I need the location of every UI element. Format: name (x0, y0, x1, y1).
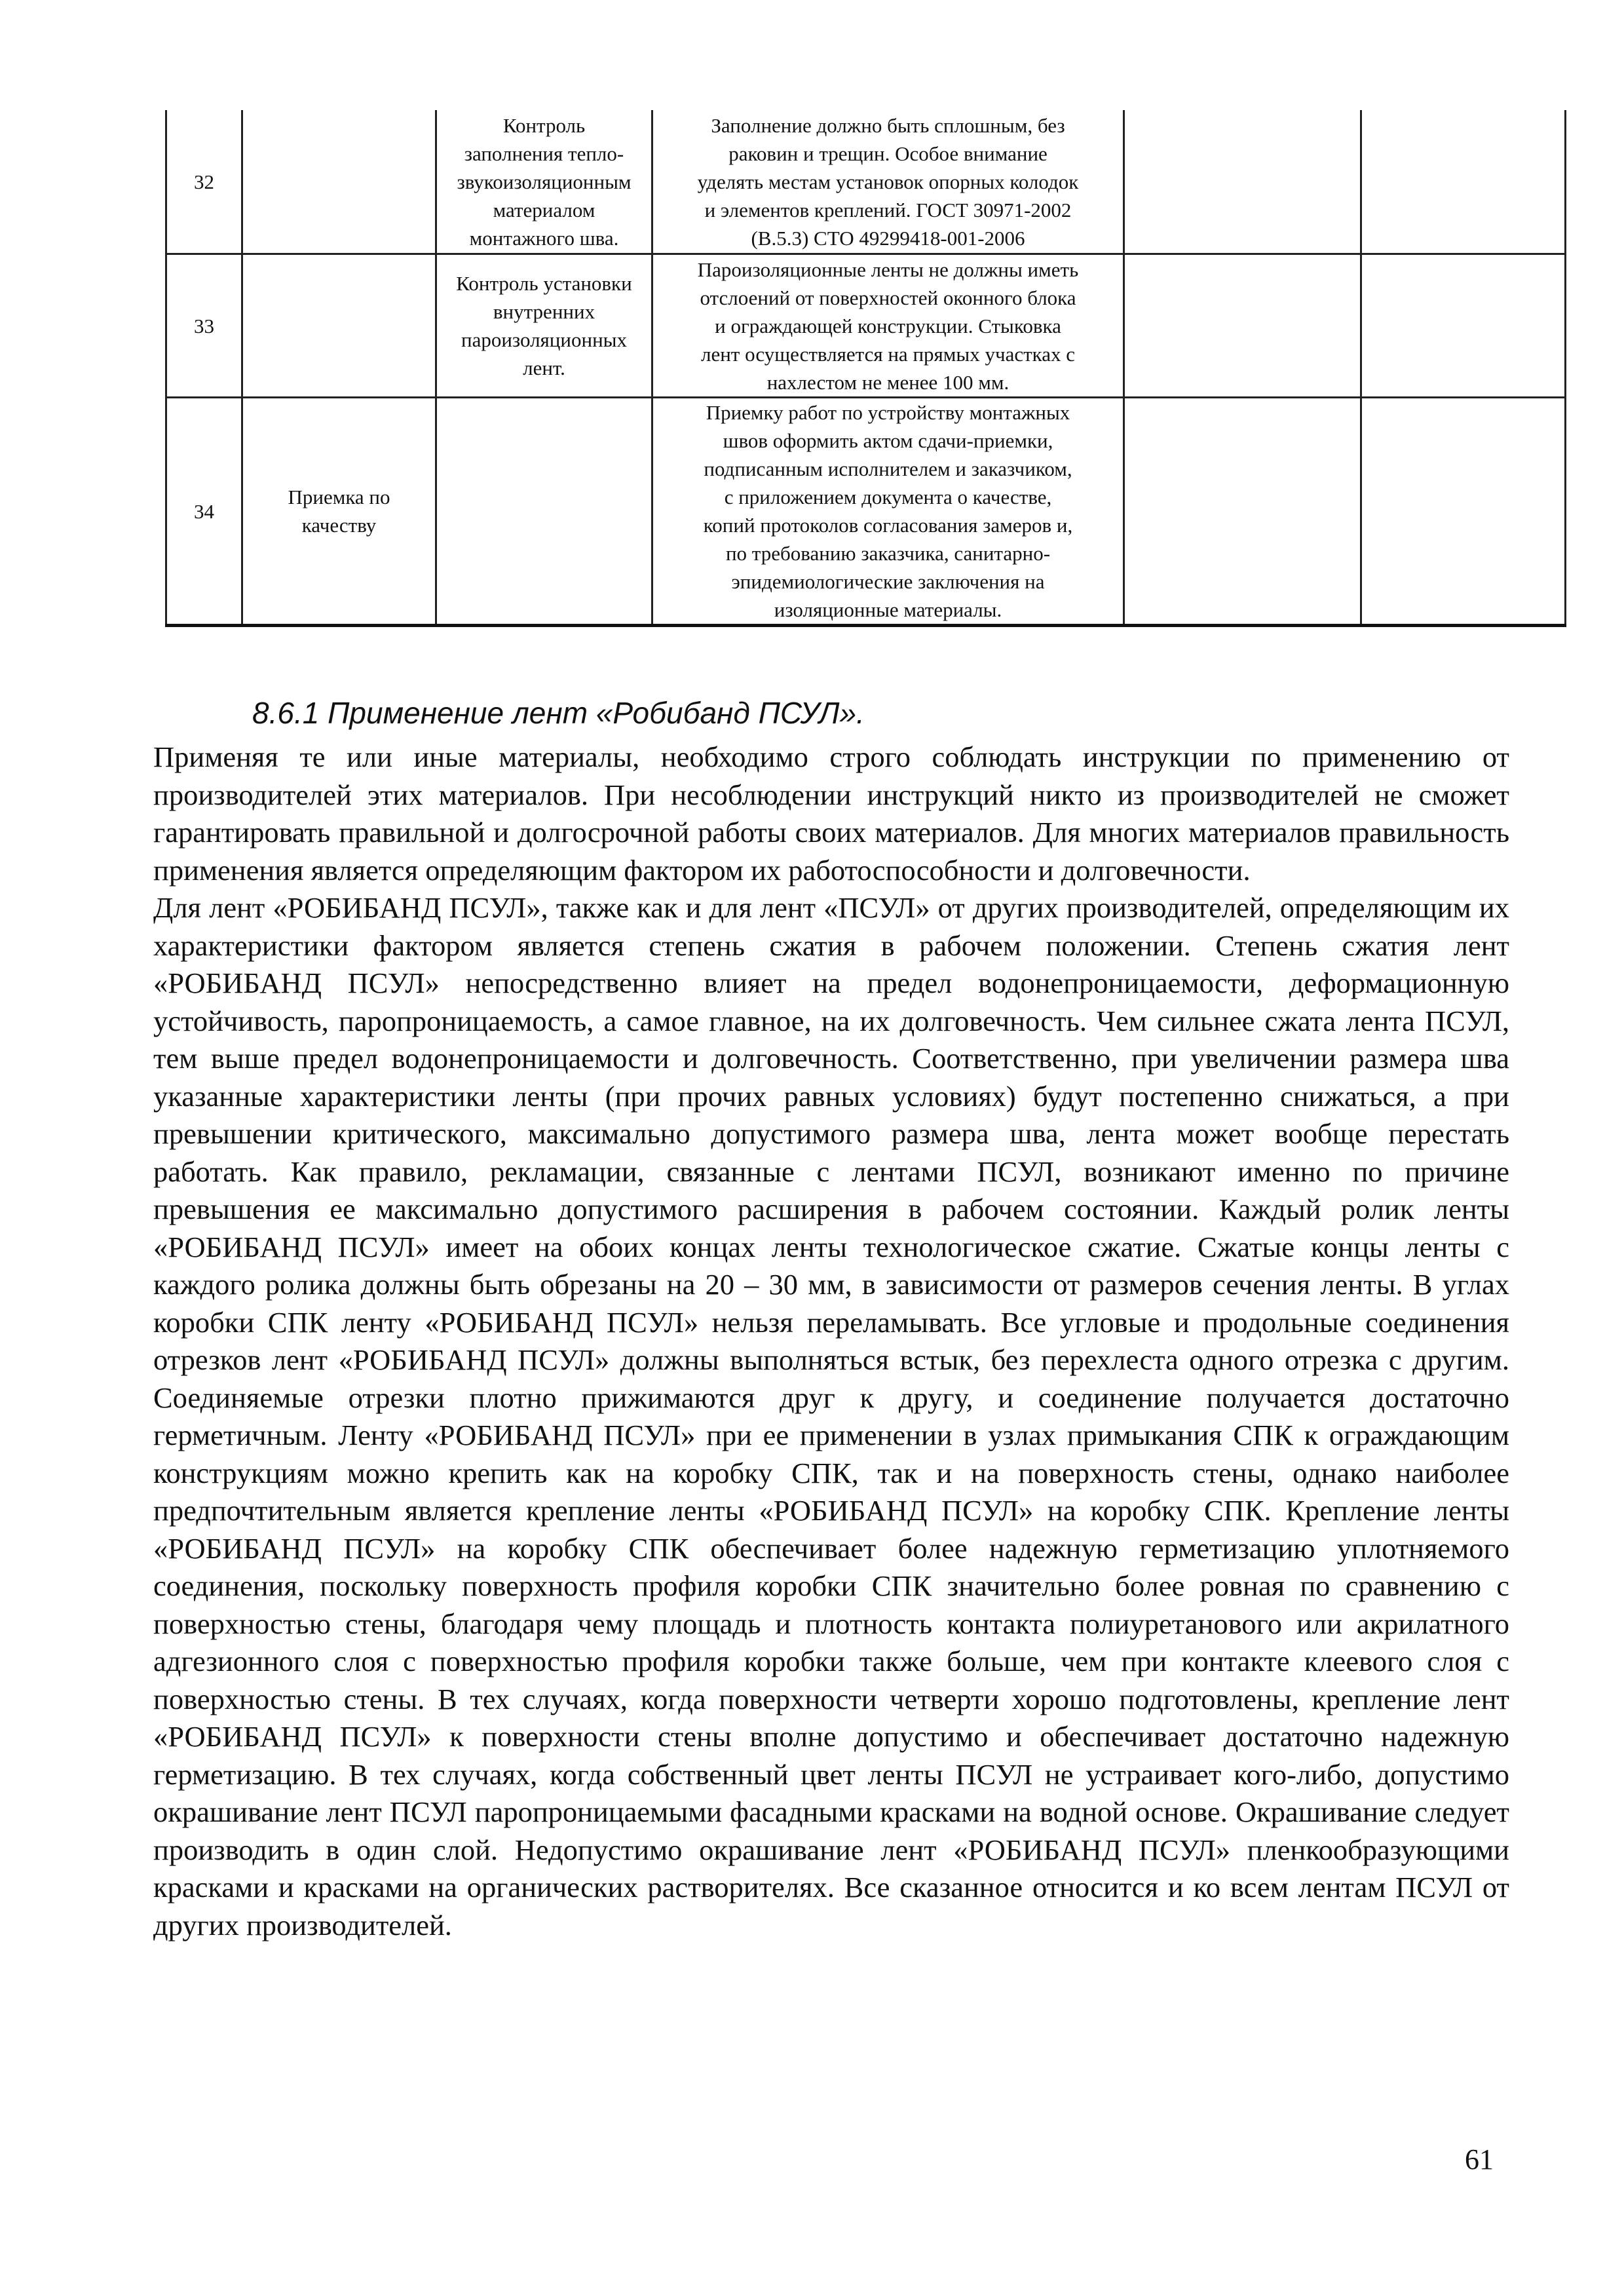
requirements-cell: Приемку работ по устройству монтажных швов оформить актом сдачи-приемки, подписанным исполнителем и заказчиком, с приложением документа о качестве, копий протоколов согласования замеров и, по требованию заказчика, санитарно- эпидемиологические заключения на изоляционные материалы. (652, 398, 1124, 626)
empty-cell (1361, 398, 1566, 626)
control-cell (436, 398, 652, 626)
paragraph: Для лент «РОБИБАНД ПСУЛ», также как и для лент «ПСУЛ» от других производителей, определяющим их характеристики фактором является степень сжатия в рабочем положении. Степень сжатия лент «РОБИБАНД ПСУЛ» непосредственно влияет на предел водонепроницаемости, деформационную устойчивость, паропроницаемость, а самое главное, на их долговечность. Чем сильнее сжата лента ПСУЛ, тем выше предел водонепроницаемости и долговечность. Соответственно, при увеличении размера шва указанные характеристики ленты (при прочих равных условиях) будут постепенно снижаться, а при превышении критического, максимально допустимого размера шва, лента может вообще перестать работать. Как правило, рекламации, связанные с лентами ПСУЛ, возникают именно по причине превышения ее максимально допустимого расширения в рабочем состоянии. Каждый ролик ленты «РОБИБАНД ПСУЛ» имеет на обоих концах ленты технологическое сжатие. Сжатые концы ленты с каждого ролика должны быть обрезаны на 20 – 30 мм, в зависимости от размеров сечения ленты. В углах коробки СПК ленту «РОБИБАНД ПСУЛ» нельзя переламывать. Все угловые и продольные соединения отрезков лент «РОБИБАНД ПСУЛ» должны выполняться встык, без перехлеста одного отрезка с другим. Соединяемые отрезки плотно прижимаются друг к другу, и соединение получается достаточно герметичным. Ленту «РОБИБАНД ПСУЛ» при ее применении в узлах примыкания СПК к ограждающим конструкциям можно крепить как на коробку СПК, так и на поверхность стены, однако наиболее предпочтительным является крепление ленты «РОБИБАНД ПСУЛ» на коробку СПК. Крепление ленты «РОБИБАНД ПСУЛ» на коробку СПК обеспечивает более надежную герметизацию уплотняемого соединения, поскольку поверхность профиля коробки СПК значительно более ровная по сравнению с поверхностью стены, благодаря чему площадь и плотность контакта полиуретанового или акрилатного адгезионного слоя с поверхностью профиля коробки также больше, чем при контакте клеевого слоя с поверхностью стены. В тех случаях, когда поверхности четверти хорошо подготовлены, крепление лент «РОБИБАНД ПСУЛ» к поверхности стены вполне допустимо и обеспечивает достаточно надежную герметизацию. В тех случаях, когда собственный цвет ленты ПСУЛ не устраивает кого-либо, допустимо окрашивание лент ПСУЛ паропроницаемыми фасадными красками на водной основе. Окрашивание следует производить в один слой. Недопустимо окрашивание лент «РОБИБАНД ПСУЛ» пленкообразующими красками и красками на органических растворителях. Все сказанное относится и ко всем лентам ПСУЛ от других производителей. (153, 891, 1509, 1942)
table-row (166, 398, 1566, 626)
stage-cell (242, 254, 436, 398)
section-heading: 8.6.1 Применение лент «Робибанд ПСУЛ». (252, 696, 865, 730)
stage-cell (242, 110, 436, 254)
empty-cell (1124, 398, 1361, 626)
control-cell: Контроль установки внутренних пароизоляционных лент. (436, 254, 652, 398)
section-body (153, 738, 1509, 1944)
row-number: 32 (166, 110, 242, 254)
row-number: 34 (166, 398, 242, 626)
paragraph: Применяя те или иные материалы, необходимо строго соблюдать инструкции по применению от производителей этих материалов. При несоблюдении инструкций никто из производителей не сможет гарантировать правильной и долгосрочной работы своих материалов. Для многих материалов правильность применения является определяющим фактором их работоспособности и долговечности. (153, 740, 1509, 887)
control-cell: Контроль заполнения тепло- звукоизоляционным материалом монтажного шва. (436, 110, 652, 254)
table-row (166, 110, 1566, 254)
requirements-cell: Пароизоляционные ленты не должны иметь отслоений от поверхностей оконного блока и ограждающей конструкции. Стыковка лент осуществляется на прямых участках с нахлестом не менее 100 мм. (652, 254, 1124, 398)
table-row (166, 254, 1566, 398)
empty-cell (1361, 110, 1566, 254)
page-number: 61 (1465, 2143, 1494, 2175)
stage-cell: Приемка по качеству (242, 398, 436, 626)
empty-cell (1124, 110, 1361, 254)
empty-cell (1361, 254, 1566, 398)
requirements-cell: Заполнение должно быть сплошным, без раковин и трещин. Особое внимание уделять местам установок опорных колодок и элементов креплений. ГОСТ 30971-2002 (В.5.3) СТО 49299418-001-2006 (652, 110, 1124, 254)
empty-cell (1124, 254, 1361, 398)
row-number: 33 (166, 254, 242, 398)
quality-control-table (165, 110, 1566, 627)
